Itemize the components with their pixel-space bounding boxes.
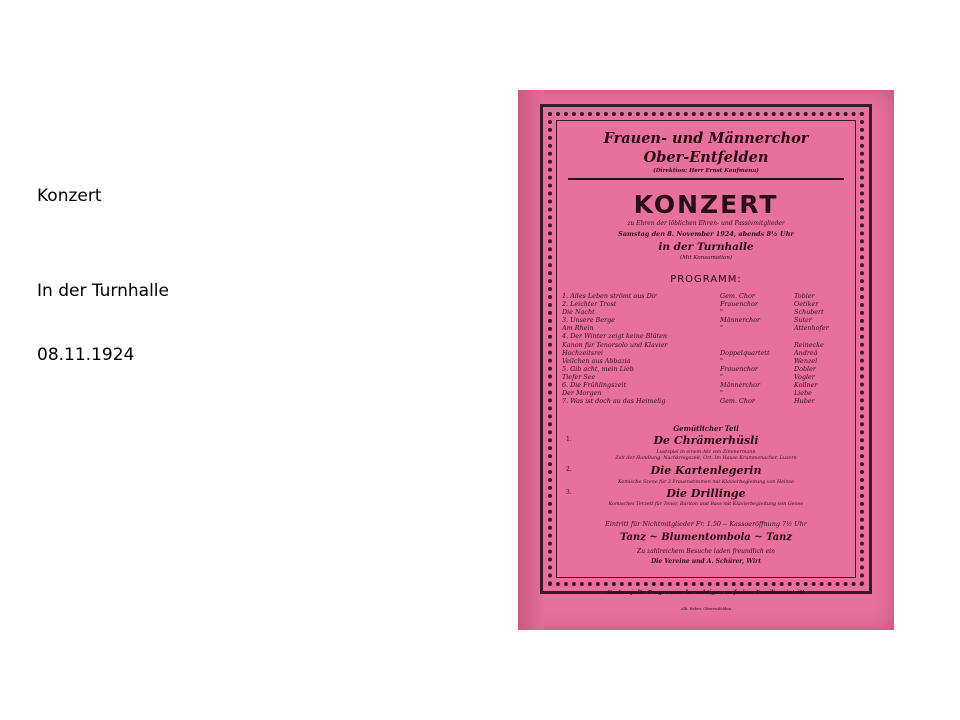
program-title: Der Morgen <box>562 389 602 398</box>
program-title: Am Rhein <box>562 324 594 333</box>
program-title: 1. Alles Leben strömt aus Dir <box>562 292 657 300</box>
program-composer: Tobler <box>794 292 815 300</box>
program-title: 6. Die Frühlingszeit <box>562 381 627 390</box>
play-subtitle-2: Zeit der Handlung: Nachkriegszeit; Ort: Im Hause Krummenacher, Luzern <box>615 456 797 461</box>
program-choir: Frauenchor <box>720 300 758 309</box>
program-row <box>562 389 862 397</box>
program-title: Hochzeitsrei <box>562 348 604 357</box>
program-choir: Männerchor <box>720 381 761 390</box>
program-row <box>562 300 862 308</box>
program-title: Veilchen aus Abbazia <box>562 356 631 365</box>
program-title: Kanon für Tenorsolo und Klavier <box>562 340 668 349</box>
poster-vereine: Die Vereine und A. Schürer, Wirt <box>650 558 762 565</box>
program-choir: " <box>720 324 723 333</box>
program-row <box>562 308 862 316</box>
play-number: 2. <box>566 466 572 473</box>
program-choir: " <box>720 372 723 381</box>
program-title: 2. Leichter Trost <box>562 300 617 309</box>
program-choir: Gem. Chor <box>720 397 755 406</box>
program-row <box>562 341 862 349</box>
program-composer: Andreä <box>794 348 818 357</box>
poster-program-list <box>562 292 862 405</box>
slide-location: In der Turnhalle <box>37 281 169 301</box>
program-composer: Dobler <box>794 364 816 373</box>
program-row <box>562 365 862 373</box>
program-choir: " <box>720 308 723 317</box>
program-row <box>562 324 862 332</box>
poster-rule <box>568 178 844 180</box>
poster-datum: Samstag den 8. November 1924, abends 8½ Uhr <box>618 230 794 238</box>
program-choir: " <box>720 389 723 398</box>
poster-gestempelt: Gestempelte Programme berechtigen zu freiem Familieneintritt <box>607 590 805 596</box>
program-title: 3. Unsere Berge <box>562 316 615 325</box>
poster-printer: Alb. Reber, Oberentfelden <box>680 606 732 611</box>
program-composer: Reinecke <box>794 340 824 349</box>
program-choir: " <box>720 356 723 365</box>
program-title: 7. Was ist doch au das Heimelig <box>562 397 666 406</box>
play-subtitle: Komische Szene für 3 Frauenstimmen mit Klavierbegleitung von Heinze <box>617 480 795 485</box>
program-row <box>562 373 862 381</box>
play-title: Die Kartenlegerin <box>650 464 762 477</box>
program-choir: Doppelquartett <box>720 348 770 357</box>
poster-ehren: zu Ehren der löblichen Ehren- und Passivmitglieder <box>627 220 785 227</box>
program-choir: Männerchor <box>720 316 761 325</box>
program-row <box>562 316 862 324</box>
program-composer: Suter <box>794 316 812 325</box>
program-title: 4. Der Winter zeigt keine Blüten <box>562 332 668 341</box>
program-composer: Kollner <box>794 381 818 390</box>
play-number: 1. <box>566 436 572 443</box>
program-row <box>562 397 862 405</box>
program-row <box>562 349 862 357</box>
play-subtitle: Lustspiel in einem Akt von Zimmermann <box>656 450 756 455</box>
program-row <box>562 381 862 389</box>
play-title: Die Drillinge <box>666 487 746 500</box>
poster-title-2: Ober-Entfelden <box>643 149 769 166</box>
program-choir: Gem. Chor <box>720 292 755 300</box>
poster-photo <box>518 90 894 630</box>
program-composer: Huber <box>794 397 815 406</box>
poster-konzert: KONZERT <box>633 190 779 219</box>
program-title: 5. Gib acht, mein Lieb <box>562 364 634 373</box>
poster-ort: in der Turnhalle <box>658 241 754 253</box>
poster-programm-heading: PROGRAMM: <box>670 274 742 285</box>
program-composer: Attenhofer <box>794 324 829 333</box>
poster-title-1: Frauen- und Männerchor <box>603 130 809 147</box>
poster-gemuetlicher-teil: Gemütlicher Teil <box>673 424 739 433</box>
slide-title-konzert: Konzert <box>37 186 102 206</box>
poster-zahlreich: Zu zahlreichem Besuche laden freundlich ein <box>637 548 775 555</box>
program-composer: Wenzel <box>794 356 818 365</box>
play-title: De Chrämerhüsli <box>653 434 759 447</box>
program-choir: Frauenchor <box>720 364 758 373</box>
poster-mitkonsumation: (Mit Konsumation) <box>679 255 733 261</box>
program-composer: Oetiker <box>794 300 819 309</box>
poster-tanz: Tanz ~ Blumentombola ~ Tanz <box>619 532 793 543</box>
program-title: Die Nacht <box>562 308 595 317</box>
play-subtitle: Komisches Terzett für Tenor, Bariton und Bass mit Klavierbegleitung von Genee <box>608 502 804 507</box>
program-composer: Liebe <box>794 389 812 398</box>
program-composer: Vogler <box>794 372 815 381</box>
play-number: 3. <box>566 489 572 496</box>
poster-eintritt: Eintritt für Nichtmitglieder Fr. 1.50 -- Kassaeröffnung 7½ Uhr <box>605 520 807 528</box>
program-row <box>562 357 862 365</box>
slide-date: 08.11.1924 <box>37 345 135 365</box>
program-row <box>562 292 862 300</box>
poster-direktion: (Direktion: Herr Ernst Kaufmann) <box>653 168 759 174</box>
program-composer: Schubert <box>794 308 824 317</box>
program-row <box>562 332 862 340</box>
program-title: Tiefer See <box>562 372 596 381</box>
